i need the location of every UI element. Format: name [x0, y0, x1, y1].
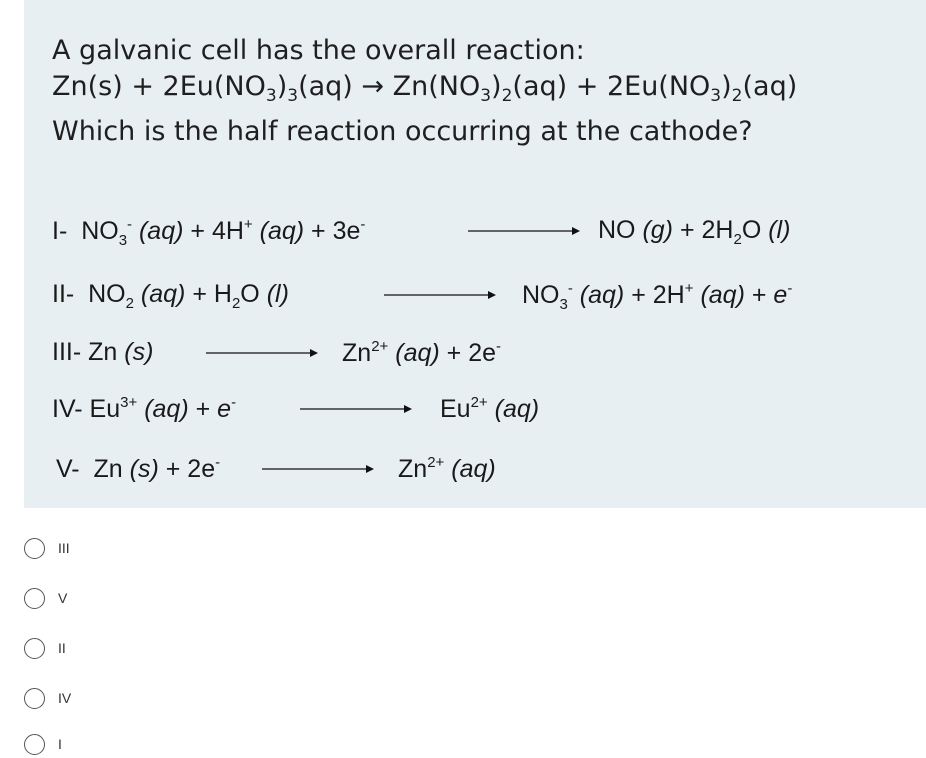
reaction-3-left: III- Zn (s)	[52, 338, 154, 366]
reaction-5-left: V- Zn (s) + 2e-	[56, 454, 221, 483]
reaction-3-right: $Zn^{2+}$ (aq) + 2e-	[342, 338, 502, 367]
option-label: I	[58, 736, 62, 752]
option-label: II	[58, 640, 66, 656]
question-line-1: A galvanic cell has the overall reaction:	[52, 35, 585, 66]
reaction-2-left: II- $NO_2$ $(aq) + H_2O$ (l)	[52, 280, 289, 312]
reaction-4-right: $Eu^{2+}$ (aq)	[440, 394, 540, 423]
answer-option-ii[interactable]	[24, 634, 66, 662]
question-line-3: Which is the half reaction occurring at the cathode?	[52, 116, 753, 147]
reaction-5-right: $Zn^{2+}$ (aq)	[398, 454, 496, 483]
radio-button[interactable]	[24, 734, 45, 755]
option-label: IV	[58, 690, 72, 706]
radio-button[interactable]	[24, 588, 45, 609]
option-label: III	[58, 540, 70, 556]
reaction-2-right: $NO_3^-$ (aq) + 2H+ (aq) + e-	[522, 280, 793, 313]
answer-option-v[interactable]	[24, 584, 67, 612]
reaction-1-left: I- $NO_3^-$ (aq) + 4H+ (aq) + 3e-	[52, 216, 366, 249]
reaction-1-right: NO $(g) + 2H_2O$ (l)	[598, 216, 791, 248]
reaction-4-left: IV- $Eu^{3+}$ (aq) + e-	[52, 394, 237, 423]
radio-button[interactable]	[24, 688, 45, 709]
reaction-4-arrow	[300, 402, 412, 416]
radio-button[interactable]	[24, 638, 45, 659]
reaction-1-arrow	[468, 224, 580, 238]
answer-option-iii[interactable]	[24, 534, 70, 562]
answer-option-iv[interactable]	[24, 684, 71, 712]
reaction-2-arrow	[384, 288, 496, 302]
reaction-5-arrow	[262, 462, 374, 476]
reaction-3-arrow	[206, 346, 318, 360]
answer-option-i[interactable]	[24, 730, 62, 758]
option-label: V	[58, 590, 68, 606]
question-line-2: $Zn(s) + 2Eu(NO_3)_3(aq) \to Zn(NO_3)_2(aq) + 2Eu(NO_3)_2(aq)$	[52, 71, 798, 106]
question-text	[52, 33, 797, 150]
radio-button[interactable]	[24, 538, 45, 559]
